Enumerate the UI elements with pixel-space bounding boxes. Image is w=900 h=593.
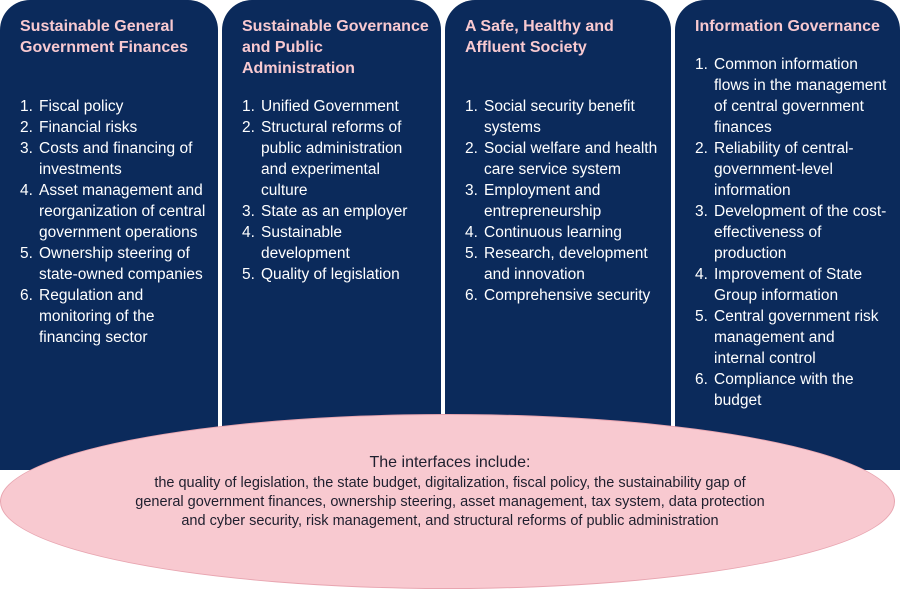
item-text: Costs and financing of investments bbox=[39, 140, 193, 178]
item-text: Financial risks bbox=[39, 119, 138, 136]
list-item bbox=[695, 369, 888, 411]
list-item bbox=[20, 138, 206, 180]
item-text: Ownership steering of state-owned companies bbox=[39, 245, 203, 283]
item-number: 2. bbox=[20, 119, 33, 136]
item-text: Social welfare and health care service system bbox=[484, 140, 658, 178]
column-title: Sustainable Governance and Public Administration bbox=[242, 18, 429, 77]
list-item bbox=[465, 285, 659, 306]
column-information-governance bbox=[675, 0, 900, 470]
item-number: 5. bbox=[20, 245, 33, 262]
column-title: Information Governance bbox=[695, 18, 880, 35]
list-item bbox=[465, 96, 659, 138]
item-number: 1. bbox=[20, 98, 33, 115]
column-title: A Safe, Healthy and Affluent Society bbox=[465, 18, 614, 56]
item-text: Reliability of central-government-level information bbox=[714, 140, 854, 199]
item-text: Continuous learning bbox=[484, 224, 622, 241]
column-list bbox=[20, 96, 206, 348]
list-item bbox=[20, 96, 206, 117]
item-text: Structural reforms of public administration and experimental culture bbox=[261, 119, 403, 199]
item-text: Compliance with the budget bbox=[714, 371, 854, 409]
interfaces-content bbox=[130, 452, 770, 531]
item-number: 3. bbox=[242, 203, 255, 220]
list-item bbox=[242, 201, 429, 222]
column-safe-society bbox=[445, 0, 671, 470]
column-sustainable-finances bbox=[0, 0, 218, 470]
item-number: 2. bbox=[242, 119, 255, 136]
item-number: 5. bbox=[465, 245, 478, 262]
list-item bbox=[465, 138, 659, 180]
item-text: Development of the cost-effectiveness of production bbox=[714, 203, 887, 262]
list-item bbox=[242, 96, 429, 117]
item-number: 3. bbox=[695, 203, 708, 220]
item-text: Asset management and reorganization of central government operations bbox=[39, 182, 206, 241]
item-text: Research, development and innovation bbox=[484, 245, 648, 283]
item-text: Fiscal policy bbox=[39, 98, 124, 115]
item-number: 6. bbox=[695, 371, 708, 388]
list-item bbox=[695, 264, 888, 306]
item-text: Unified Government bbox=[261, 98, 399, 115]
interfaces-text: the quality of legislation, the state budget, digitalization, fiscal policy, the sustainability gap of general government finances, ownership steering, asset management, tax system, data protection and cyber security, risk management, and structural reforms of public administration bbox=[135, 475, 765, 529]
item-text: State as an employer bbox=[261, 203, 408, 220]
item-text: Employment and entrepreneurship bbox=[484, 182, 602, 220]
list-item bbox=[20, 117, 206, 138]
item-number: 4. bbox=[695, 266, 708, 283]
column-list bbox=[465, 96, 659, 306]
item-text: Sustainable development bbox=[261, 224, 350, 262]
item-number: 4. bbox=[465, 224, 478, 241]
list-item bbox=[465, 180, 659, 222]
list-item bbox=[695, 306, 888, 369]
item-number: 4. bbox=[20, 182, 33, 199]
item-number: 1. bbox=[242, 98, 255, 115]
item-text: Comprehensive security bbox=[484, 287, 651, 304]
column-list bbox=[242, 96, 429, 285]
list-item bbox=[695, 201, 888, 264]
item-text: Quality of legislation bbox=[261, 266, 400, 283]
column-title: Sustainable General Government Finances bbox=[20, 18, 189, 56]
item-text: Central government risk management and internal control bbox=[714, 308, 879, 367]
list-item bbox=[20, 180, 206, 243]
item-number: 6. bbox=[465, 287, 478, 304]
item-text: Regulation and monitoring of the financing sector bbox=[39, 287, 155, 346]
item-number: 1. bbox=[465, 98, 478, 115]
item-number: 5. bbox=[695, 308, 708, 325]
list-item bbox=[242, 222, 429, 264]
item-text: Common information flows in the management of central government finances bbox=[714, 56, 887, 136]
item-number: 3. bbox=[20, 140, 33, 157]
item-number: 5. bbox=[242, 266, 255, 283]
item-number: 2. bbox=[465, 140, 478, 157]
list-item bbox=[465, 243, 659, 285]
item-text: Improvement of State Group information bbox=[714, 266, 863, 304]
list-item bbox=[20, 285, 206, 348]
item-number: 3. bbox=[465, 182, 478, 199]
list-item bbox=[242, 117, 429, 201]
list-item bbox=[695, 138, 888, 201]
item-number: 4. bbox=[242, 224, 255, 241]
item-number: 1. bbox=[695, 56, 708, 73]
column-list bbox=[695, 54, 888, 411]
interfaces-heading: The interfaces include: bbox=[369, 454, 531, 471]
list-item bbox=[242, 264, 429, 285]
list-item bbox=[695, 54, 888, 138]
column-sustainable-governance bbox=[222, 0, 441, 470]
item-number: 2. bbox=[695, 140, 708, 157]
item-number: 6. bbox=[20, 287, 33, 304]
list-item bbox=[465, 222, 659, 243]
list-item bbox=[20, 243, 206, 285]
item-text: Social security benefit systems bbox=[484, 98, 635, 136]
